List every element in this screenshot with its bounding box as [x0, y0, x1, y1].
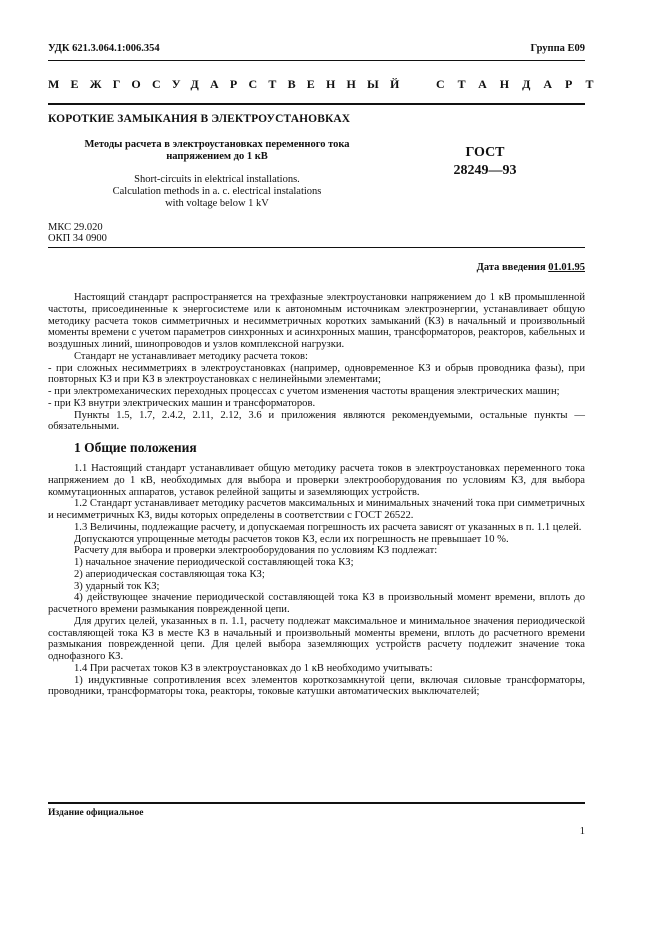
clause-1-3: 1.3 Величины, подлежащие расчету, и допускаемая погрешность их расчета зависят от указанных в п. 1.1 целей.	[74, 521, 582, 533]
document-body	[48, 292, 585, 698]
mks-code: МКС 29.020	[48, 222, 103, 233]
page-number: 1	[579, 826, 585, 837]
banner-rule	[48, 103, 585, 105]
paragraph-exclusion-3: - при КЗ внутри электрических машин и трансформаторов.	[48, 397, 316, 409]
udk-code: УДК 621.3.064.1:006.354	[48, 43, 160, 54]
intro-date-value: 01.01.95	[548, 262, 585, 273]
clause-1-3-item-1: 1) начальное значение периодической составляющей тока КЗ;	[74, 557, 354, 568]
header-rule-top	[48, 60, 585, 61]
footer-rule	[48, 802, 585, 804]
intro-date	[477, 262, 585, 275]
clause-1-3-simplified: Допускаются упрощенные методы расчетов токов КЗ, если их погрешность не превышает 10 %.	[74, 533, 509, 545]
gost-label: ГОСТ	[465, 145, 505, 160]
banner-standard: СТАНДАРТ	[436, 77, 607, 91]
document-title: КОРОТКИЕ ЗАМЫКАНИЯ В ЭЛЕКТРОУСТАНОВКАХ	[48, 113, 351, 125]
subtitle-ru-2: напряжением до 1 кВ	[166, 151, 268, 162]
subtitle-en-3: with voltage below 1 kV	[165, 198, 269, 209]
clause-1-4: 1.4 При расчетах токов КЗ в электроустановках до 1 кВ необходимо учитывать:	[74, 662, 433, 674]
clause-1-1: 1.1 Настоящий стандарт устанавливает общую методику расчета токов в электроустановках переменного тока напряжением до 1 кВ, необходимых для выбора и проверки электрооборудования по условиям КЗ, для выбора коммутационных аппаратов, уставок релейной защиты и заземляющих устройств.	[48, 463, 585, 498]
paragraph-scope: Настоящий стандарт распространяется на трехфазные электроустановки напряжением до 1 кВ промышленной частоты, присоединенные к энергосистеме или к автономным источникам электроэнергии, устанавливает общую методику расчета токов симметричных и несимметричных коротких замыканий (КЗ) в начальный и произвольный моменты времени с учетом параметров синхронных и асинхронных машин, трансформаторов, реакторов, кабельных и воздушных линий, шинопроводов и узлов комплексной нагрузки.	[48, 292, 585, 350]
paragraph-exclusion-1: - при сложных несимметриях в электроустановках (например, одновременное КЗ и обрыв проводника фазы), при повторных КЗ и при КЗ в электроустановках с нелинейными элементами;	[48, 362, 585, 386]
clause-1-4-item-1: 1) индуктивные сопротивления всех элементов короткозамкнутой цепи, включая силовые трансформаторы, проводники, трансформаторы тока, реакторы, токовые катушки автоматических выключателей;	[48, 674, 585, 698]
clause-1-3-subject: Расчету для выбора и проверки электрооборудования по условиям КЗ подлежат:	[74, 545, 438, 557]
paragraph-recommended: Пункты 1.5, 1.7, 2.4.2, 2.11, 2.12, 3.6 и приложения являются рекомендуемыми, остальные пункты — обязательными.	[48, 409, 585, 433]
group-code: Группа Е09	[530, 43, 585, 54]
intro-date-label: Дата введения	[476, 262, 546, 273]
clause-1-3-item-3: 3) ударный ток КЗ;	[74, 580, 160, 592]
banner-interstate: МЕЖГОСУДАРСТВЕННЫЙ	[48, 77, 411, 91]
subtitle-en-1: Short-circuits in elektrical installations.	[134, 174, 300, 185]
codes-rule	[48, 247, 585, 248]
paragraph-exclusion-2: - при электромеханических переходных процессах с учетом изменения частоты вращения электрических машин;	[48, 386, 560, 397]
section-1-heading: 1 Общие положения	[74, 440, 197, 455]
subtitle-en-2: Calculation methods in a. c. electrical instalations	[112, 186, 322, 197]
clause-1-3-other: Для других целей, указанных в п. 1.1, расчету подлежат максимальное и минимальное значения периодической составляющей тока КЗ в месте КЗ в начальный и произвольный моменты времени, вплоть до расчетного времени размыкания поврежденной цепи. Для целей выбора заземляющих устройств расчету подлежит значение тока однофазного КЗ.	[48, 615, 585, 662]
gost-number: 28249—93	[453, 163, 517, 178]
subtitle-ru-1: Методы расчета в электроустановках переменного тока	[84, 139, 350, 150]
paragraph-exclusions-intro: Стандарт не устанавливает методику расчета токов:	[74, 350, 308, 362]
clause-1-3-item-2: 2) апериодическая составляющая тока КЗ;	[74, 568, 265, 580]
okp-code: ОКП 34 0900	[48, 233, 107, 244]
clause-1-2: 1.2 Стандарт устанавливает методику расчетов максимальных и минимальных значений тока при симметричных и несимметричных КЗ, виды которых определены в соответствии с ГОСТ 26522.	[48, 498, 585, 521]
clause-1-3-item-4: 4) действующее значение периодической составляющей тока КЗ в произвольный момент времени, вплоть до расчетного времени размыкания поврежденной цепи.	[48, 592, 585, 615]
edition-note: Издание официальное	[48, 808, 144, 818]
